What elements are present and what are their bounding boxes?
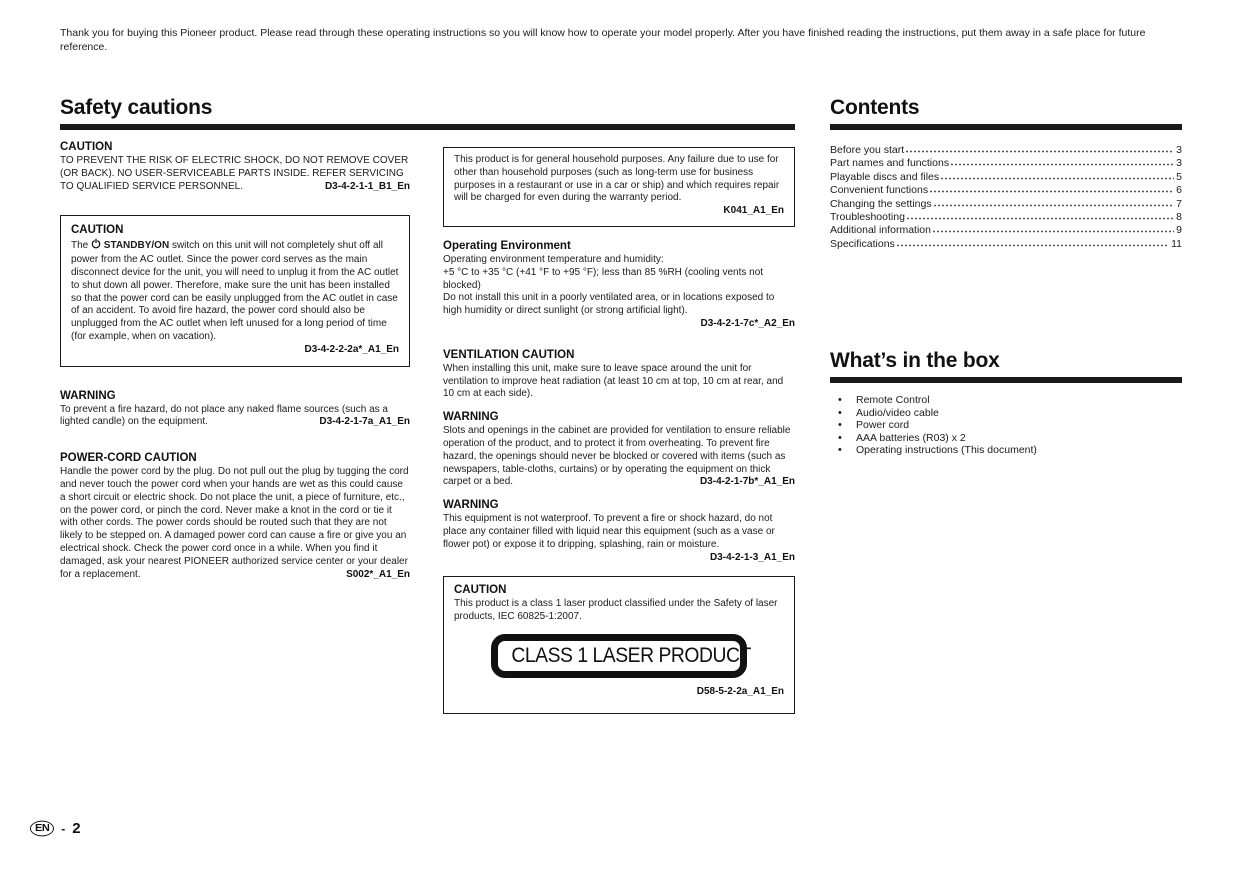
toc-page-number: 11 <box>1171 237 1182 250</box>
page-number: 2 <box>72 820 81 837</box>
toc-page-number: 9 <box>1176 224 1182 237</box>
box-list-item: • Operating instructions (This document) <box>830 444 1182 457</box>
whats-in-box-heading-block <box>830 349 1182 383</box>
warning-heading: WARNING <box>60 389 116 402</box>
toc-dot-leader <box>951 156 1174 166</box>
warning-ventilation-section <box>443 410 795 489</box>
class1-laser-product-label <box>491 634 751 678</box>
regulatory-code: D3-4-2-1-7b*_A1_En <box>699 476 795 488</box>
caution-body: TO PREVENT THE RISK OF ELECTRIC SHOCK, DO NOT REMOVE COVER (OR BACK). NO USER-SERVICEABLE PARTS INSIDE. REFER SERVICING TO QUALIFIED SERVICE PERSONNEL. <box>60 155 409 192</box>
regulatory-code: D3-4-2-1-7c*_A2_En <box>700 317 795 329</box>
heading-rule <box>60 124 795 130</box>
laser-caution-box <box>443 576 795 713</box>
left-column <box>60 140 410 581</box>
toc-item <box>830 197 1182 210</box>
box-list-item: • AAA batteries (R03) x 2 <box>830 432 1182 445</box>
operating-environment-body <box>443 254 795 318</box>
whats-in-box-title: What’s in the box <box>830 349 1000 372</box>
regulatory-code: S002*_A1_En <box>346 568 410 580</box>
heading-rule <box>830 377 1182 383</box>
contents-title: Contents <box>830 96 920 119</box>
toc-dot-leader <box>941 170 1174 180</box>
toc-label: Additional information <box>830 224 931 237</box>
operating-line-3: Do not install this unit in a poorly ventilated area, or in locations exposed to high humidity or direct sunlight (or strong artificial light). <box>443 292 775 317</box>
warning-heading: WARNING <box>443 411 499 424</box>
toc-label: Part names and functions <box>830 157 950 170</box>
household-purpose-box <box>443 147 795 227</box>
power-cord-caution-body: Handle the power cord by the plug. Do not pull out the plug by tugging the cord and never touch the power cord when your hands are wet as this could cause a short circuit or electric shock. Do not place the unit, a piece of furniture, etc., on the power cord, or pinch the cord. Never make a knot in the cord or tie it with other cords. The power cords should be routed such that they are not likely to be stepped on. A damaged power cord can cause a fire or give you an electrical shock. Check the power cord once in a while. When you find it damaged, ask your nearest PIONEER authorized service center or your dealer for a replacement. <box>60 466 409 580</box>
toc-page-number: 7 <box>1176 197 1182 210</box>
toc-label: Specifications <box>830 237 895 250</box>
regulatory-code: K041_A1_En <box>723 205 784 217</box>
class1-laser-product-label-text: CLASS 1 LASER PRODUCT <box>511 643 751 667</box>
toc-label: Playable discs and files <box>830 170 940 183</box>
ventilation-caution-body: When installing this unit, make sure to leave space around the unit for ventilation to improve heat radiation (at least 10 cm at top, 10 cm at rear, and 10 cm at each side). <box>443 362 784 400</box>
safety-cautions-heading-block <box>60 96 795 130</box>
toc-dot-leader <box>906 143 1174 153</box>
middle-column <box>443 147 795 714</box>
regulatory-code: D3-4-2-1-1_B1_En <box>324 180 410 192</box>
contents-heading-block <box>830 96 1182 130</box>
operating-line-2: +5 °C to +35 °C (+41 °F to +95 °F); less than 85 %RH (cooling vents not blocked) <box>443 266 764 291</box>
operating-line-1: Operating environment temperature and humidity: <box>443 253 664 265</box>
standby-power-icon <box>91 238 101 254</box>
toc-item <box>830 170 1182 183</box>
toc-dot-leader <box>907 210 1174 220</box>
warning-body: This equipment is not waterproof. To prevent a fire or shock hazard, do not place any container filled with liquid near this equipment (such as a vase or flower pot) or expose it to dripping, splashing, rain or moisture. <box>443 513 775 550</box>
warning-flame-section <box>60 389 410 430</box>
ventilation-caution-section <box>443 348 795 401</box>
toc-item <box>830 143 1182 156</box>
toc-label: Troubleshooting <box>830 211 905 224</box>
toc-dot-leader <box>933 223 1174 233</box>
caution-heading: CAUTION <box>60 141 113 153</box>
standby-text-post: switch on this unit will not completely shut off all power from the AC outlet. Since the power cord serves as the main disconnect device for the unit, you will need to unplug it from the AC outlet to shut down all power. Therefore, make sure the unit has been installed so that the power cord can be easily unplugged from the AC outlet in case of an accident. To avoid fire hazard, the power cord should also be unplugged from the AC outlet when left unused for a long period of time (for example, when on vacation). <box>71 240 399 342</box>
toc-label: Convenient functions <box>830 184 929 197</box>
page-footer <box>30 820 81 837</box>
toc-page-number: 8 <box>1176 211 1182 224</box>
toc-item <box>830 183 1182 196</box>
household-purpose-body: This product is for general household purposes. Any failure due to use for other than household purposes (such as long-term use for business purposes in a restaurant or use in a car or ship) and which requires repair will be charged for even during the warranty period. <box>454 154 780 204</box>
toc-item <box>830 156 1182 169</box>
table-of-contents <box>830 143 1182 250</box>
box-list-item: • Audio/video cable <box>830 407 1182 420</box>
toc-page-number: 5 <box>1176 170 1182 183</box>
warning-heading: WARNING <box>443 499 499 512</box>
intro-text: Thank you for buying this Pioneer product. Please read through these operating instructions so you will know how to operate your model properly. After you have finished reading the instructions, put them away in a safe place for future reference. <box>60 27 1146 53</box>
caution-heading: CAUTION <box>454 584 507 597</box>
regulatory-code: D58-5-2-2a_A1_En <box>696 685 784 697</box>
toc-item <box>830 210 1182 223</box>
caution-heading: CAUTION <box>71 224 124 237</box>
power-cord-caution-heading: POWER-CORD CAUTION <box>60 452 197 465</box>
footer-separator: - <box>61 821 66 836</box>
whats-in-the-box-section <box>830 349 1182 457</box>
standby-caution-body <box>71 238 399 343</box>
toc-item <box>830 223 1182 236</box>
toc-item <box>830 237 1182 250</box>
contents-section <box>830 96 1182 250</box>
caution-electric-shock-section <box>60 140 410 193</box>
box-list-item: • Power cord <box>830 419 1182 432</box>
regulatory-code: D3-4-2-2-2a*_A1_En <box>304 343 399 355</box>
standby-caution-box <box>60 215 410 366</box>
standby-switch-label: STANDBY/ON <box>103 240 170 252</box>
box-list-item: • Remote Control <box>830 394 1182 407</box>
box-contents-list <box>830 394 1182 457</box>
toc-label: Before you start <box>830 144 905 156</box>
toc-dot-leader <box>934 197 1175 207</box>
language-badge: EN <box>30 821 54 837</box>
heading-rule <box>830 124 1182 130</box>
toc-dot-leader <box>897 237 1169 247</box>
warning-waterproof-section <box>443 498 795 564</box>
operating-environment-section <box>443 239 795 331</box>
laser-caution-body: This product is a class 1 laser product classified under the Safety of laser products, IEC 60825-1:2007. <box>454 598 778 623</box>
toc-dot-leader <box>930 183 1174 193</box>
toc-label: Changing the settings <box>830 197 932 210</box>
toc-page-number: 6 <box>1176 184 1182 197</box>
toc-page-number: 3 <box>1176 144 1182 156</box>
power-cord-caution-section <box>60 451 410 581</box>
regulatory-code: D3-4-2-1-3_A1_En <box>709 551 795 563</box>
standby-text-pre: The <box>71 240 89 252</box>
ventilation-caution-heading: VENTILATION CAUTION <box>443 348 575 361</box>
toc-page-number: 3 <box>1176 157 1182 170</box>
safety-cautions-title: Safety cautions <box>60 96 213 119</box>
warning-body: To prevent a fire hazard, do not place any naked flame sources (such as a lighted candle) on the equipment. <box>60 403 388 428</box>
operating-environment-heading: Operating Environment <box>443 239 571 252</box>
warning-body: Slots and openings in the cabinet are provided for ventilation to ensure reliable operation of the product, and to protect it from overheating. To prevent fire hazard, the openings should never be blocked or covered with items (such as newspapers, table-cloths, curtains) or by operating the equipment on thick carpet or a bed. <box>443 425 791 488</box>
regulatory-code: D3-4-2-1-7a_A1_En <box>319 416 410 428</box>
